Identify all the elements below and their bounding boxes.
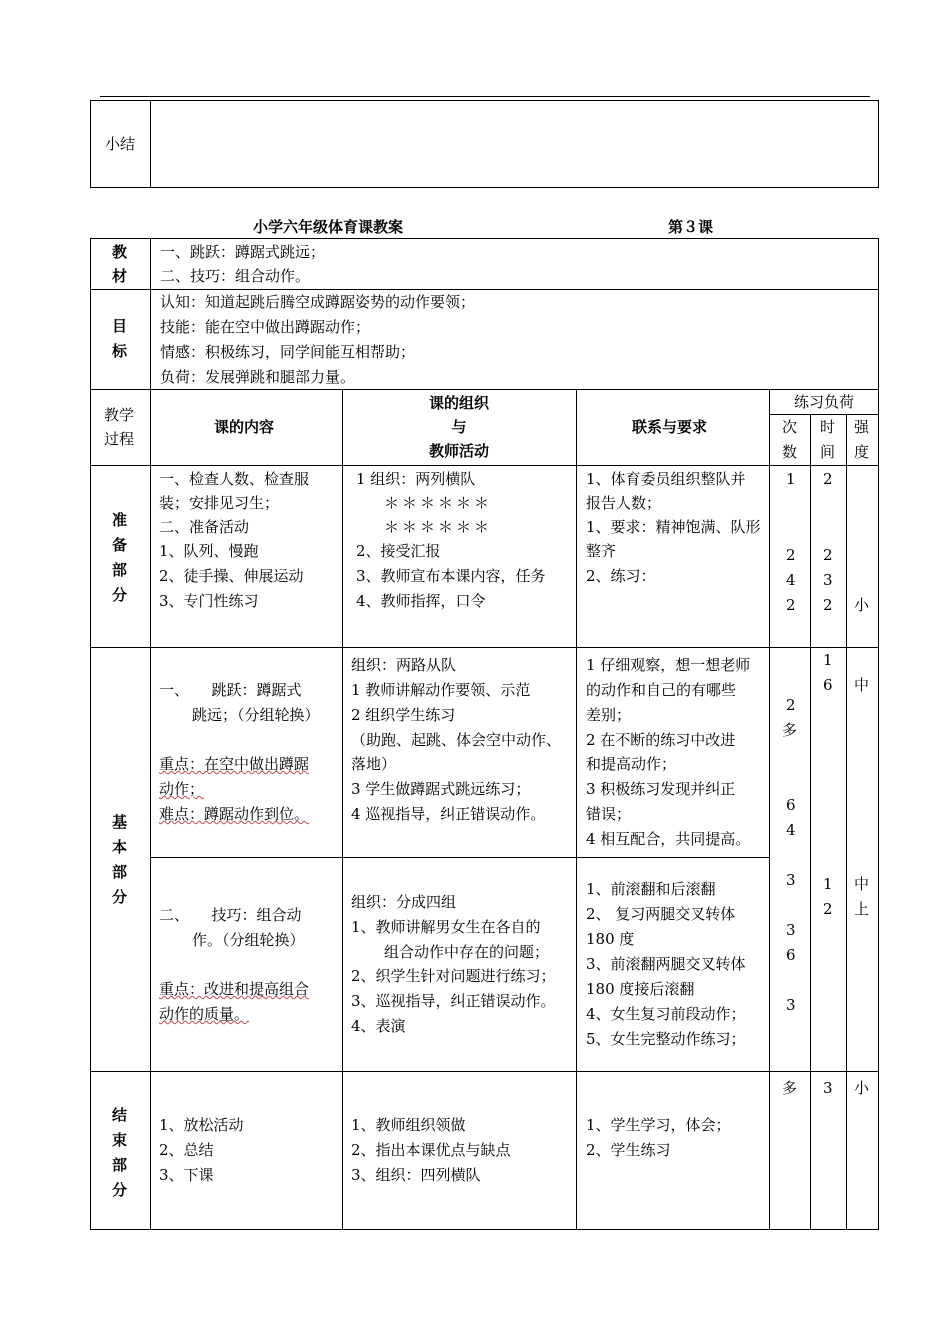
basic1-duration: 6 (823, 676, 833, 694)
header-rule (100, 96, 870, 97)
row-line-4 (90, 647, 879, 648)
end-intensity: 小 (854, 1079, 870, 1097)
basic1-org-line: 2 组织学生练习 (351, 706, 456, 724)
basic2-content-line: 动作的质量。 (159, 1005, 250, 1023)
basic2-req-line: 5、女生完整动作练习； (586, 1030, 746, 1048)
lesson-number: 第３课 (668, 218, 714, 236)
material-line: 二、技巧：组合动作。 (160, 267, 311, 285)
prep-times: 2 (786, 546, 796, 564)
basic2-req-line: 180 度接后滚翻 (586, 980, 695, 998)
prep-org-line: ＊＊＊＊＊＊ (384, 518, 493, 536)
goal-line: 情感：积极练习，同学间能互相帮助； (160, 343, 416, 361)
prep-content-line: 3、专门性练习 (159, 592, 259, 610)
prep-org-line: 4、教师指挥，口令 (356, 592, 486, 610)
prep-times: 2 (786, 596, 796, 614)
header-intensity: 强 (854, 418, 870, 436)
header-intensity: 度 (854, 443, 870, 461)
header-organization: 课的组织 (428, 394, 489, 412)
header-duration: 间 (820, 443, 836, 461)
prep-label: 备 (112, 536, 128, 554)
prep-org-line: ＊＊＊＊＊＊ (384, 494, 493, 512)
basic2-org-line: 1、教师讲解男女生在各自的 (351, 918, 541, 936)
prep-times: 4 (786, 571, 796, 589)
prep-org-line: 1 组织：两列横队 (356, 470, 476, 488)
basic-label: 部 (112, 863, 128, 881)
header-process: 教学 (104, 406, 135, 424)
basic2-content-line: 重点：改进和提高组合 (159, 980, 310, 998)
basic1-org-line: 组织：两路从队 (351, 656, 457, 674)
header-process: 过程 (104, 430, 135, 448)
material-label-1: 教 (112, 243, 128, 261)
basic1-duration: 1 (823, 651, 833, 669)
basic2-req-line: 3、前滚翻两腿交叉转体 (586, 955, 746, 973)
basic2-org-line: 4、表演 (351, 1017, 406, 1035)
prep-org-line: 2、接受汇报 (356, 542, 441, 560)
basic2-org-line: 3、巡视指导，纠正错误动作。 (351, 992, 556, 1010)
header-times: 数 (782, 443, 798, 461)
basic-label: 本 (112, 838, 128, 856)
basic2-content-line: 作。（分组轮换） (192, 931, 305, 949)
basic2-org-line: 组织：分成四组 (351, 893, 457, 911)
end-label: 部 (112, 1156, 128, 1174)
basic1-content-line: 重点：在空中做出蹲踞 (159, 755, 310, 773)
summary-divider (150, 100, 151, 188)
basic2-duration: 2 (823, 900, 833, 918)
row-line-3 (90, 465, 879, 466)
basic1-org-line: 4 巡视指导，纠正错误动作。 (351, 805, 546, 823)
summary-label: 小结 (105, 135, 136, 153)
basic2-req-line: 2、 复习两腿交叉转体 (586, 905, 736, 923)
end-content-line: 1、放松活动 (159, 1116, 244, 1134)
end-org-line: 3、组织：四列横队 (351, 1166, 481, 1184)
prep-content-line: 1、队列、慢跑 (159, 542, 259, 560)
end-label: 结 (112, 1106, 128, 1124)
basic2-intensity: 上 (854, 900, 870, 918)
basic-times: 3 (786, 996, 796, 1014)
prep-content-line: 一、检查人数、检查服 (159, 470, 310, 488)
goal-line: 技能：能在空中做出蹲踞动作； (160, 318, 371, 336)
basic-times: 2 (786, 696, 796, 714)
goals-label-2: 标 (112, 342, 128, 360)
col-divider-3 (576, 389, 577, 1230)
basic-times: 4 (786, 821, 796, 839)
header-load: 练习负荷 (793, 393, 854, 411)
prep-duration: 3 (823, 571, 833, 589)
prep-times: 1 (786, 470, 796, 488)
end-org-line: 1、教师组织领做 (351, 1116, 466, 1134)
row-line-5 (90, 1071, 879, 1072)
basic2-intensity: 中 (854, 875, 870, 893)
basic-label: 基 (112, 813, 128, 831)
header-times: 次 (782, 418, 798, 436)
basic-times: 多 (782, 721, 798, 739)
end-times: 多 (782, 1079, 798, 1097)
basic1-org-line: 1 教师讲解动作要领、示范 (351, 681, 531, 699)
basic1-org-line: 3 学生做蹲踞式跳远练习； (351, 780, 531, 798)
basic1-req-line: 和提高动作； (586, 755, 677, 773)
basic1-content-line: 动作； (159, 780, 205, 798)
end-label: 束 (112, 1131, 128, 1149)
col-divider-5 (810, 414, 811, 1230)
basic2-org-line: 组合动作中存在的问题； (384, 943, 550, 961)
basic1-req-line: 4 相互配合，共同提高。 (586, 830, 751, 848)
end-content-line: 3、下课 (159, 1166, 214, 1184)
prep-label: 准 (112, 511, 128, 529)
end-content-line: 2、总结 (159, 1141, 214, 1159)
basic2-req-line: 4、女生复习前段动作； (586, 1005, 746, 1023)
basic1-req-line: 错误； (586, 805, 632, 823)
prep-content-line: 2、徒手操、伸展运动 (159, 567, 304, 585)
prep-duration: 2 (823, 470, 833, 488)
basic-label: 分 (112, 888, 128, 906)
end-org-line: 2、指出本课优点与缺点 (351, 1141, 511, 1159)
material-label-2: 材 (112, 267, 128, 285)
basic-times: 3 (786, 921, 796, 939)
end-duration: 3 (823, 1079, 833, 1097)
prep-req-line: 整齐 (586, 542, 617, 560)
header-content: 课的内容 (214, 418, 275, 436)
prep-req-line: 1、体育委员组织整队并 (586, 470, 746, 488)
prep-req-line: 报告人数； (586, 494, 662, 512)
goal-line: 负荷：发展弹跳和腿部力量。 (160, 368, 356, 386)
header-organization: 教师活动 (428, 442, 489, 460)
col-divider-4 (769, 389, 770, 1230)
header-requirements: 联系与要求 (632, 418, 708, 436)
basic1-org-line: （助跑、起跳、体会空中动作、 (351, 731, 562, 749)
summary-table (90, 100, 879, 188)
end-label: 分 (112, 1181, 128, 1199)
basic2-content-line: 二、 技巧：组合动 (159, 906, 302, 924)
prep-duration: 2 (823, 596, 833, 614)
material-line: 一、跳跃：蹲踞式跳远； (160, 243, 326, 261)
basic1-content-line: 一、 跳跃：蹲踞式 (159, 681, 302, 699)
basic1-content-line: 难点：蹲踞动作到位。 (159, 805, 310, 823)
basic-times: 3 (786, 871, 796, 889)
prep-content-line: 二、准备活动 (159, 518, 250, 536)
prep-org-line: 3、教师宣布本课内容，任务 (356, 567, 546, 585)
col-divider-2 (342, 389, 343, 1230)
basic2-req-line: 180 度 (586, 930, 635, 948)
basic1-content-line: 跳远；（分组轮换） (192, 706, 320, 724)
prep-intensity: 小 (854, 596, 870, 614)
prep-req-line: 1、要求：精神饱满、队形 (586, 518, 761, 536)
prep-label: 部 (112, 561, 128, 579)
basic-times: 6 (786, 796, 796, 814)
end-req-line: 1、学生学习，体会； (586, 1116, 731, 1134)
basic1-req-line: 的动作和自己的有哪些 (586, 681, 737, 699)
basic1-req-line: 1 仔细观察，想一想老师 (586, 656, 751, 674)
basic2-duration: 1 (823, 875, 833, 893)
goal-line: 认知：知道起跳后腾空成蹲踞姿势的动作要领； (160, 293, 476, 311)
basic1-intensity: 中 (854, 676, 870, 694)
header-organization: 与 (451, 418, 467, 436)
basic1-req-line: 2 在不断的练习中改进 (586, 731, 736, 749)
prep-label: 分 (112, 586, 128, 604)
basic1-req-line: 3 积极练习发现并纠正 (586, 780, 736, 798)
basic2-req-line: 1、前滚翻和后滚翻 (586, 880, 716, 898)
page-title: 小学六年级体育课教案 (253, 218, 404, 236)
basic1-req-line: 差别； (586, 706, 632, 724)
goals-label-1: 目 (112, 317, 128, 335)
end-req-line: 2、学生练习 (586, 1141, 671, 1159)
col-divider-6 (846, 414, 847, 1230)
prep-req-line: 2、练习： (586, 567, 656, 585)
prep-content-line: 装；安排见习生； (159, 494, 280, 512)
basic1-org-line: 落地） (351, 755, 397, 773)
row-line-basic-split (150, 857, 769, 858)
col-divider-1 (150, 238, 151, 1230)
prep-duration: 2 (823, 546, 833, 564)
basic-times: 6 (786, 946, 796, 964)
header-duration: 时 (820, 418, 836, 436)
basic2-org-line: 2、织学生针对问题进行练习； (351, 967, 556, 985)
